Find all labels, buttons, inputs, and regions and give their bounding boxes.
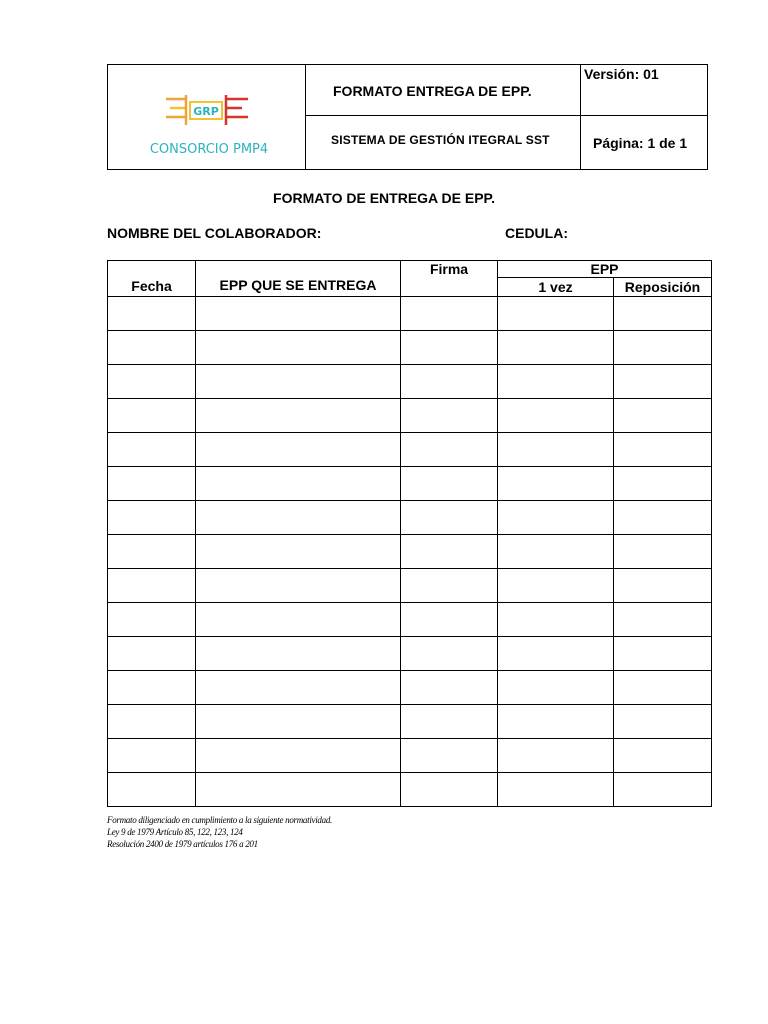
header-divider (580, 65, 581, 169)
cell-reposicion[interactable] (614, 297, 712, 331)
cell-epp-entrega[interactable] (196, 365, 401, 399)
cell-una-vez[interactable] (498, 773, 614, 807)
cell-firma[interactable] (401, 365, 498, 399)
column-header-reposicion: Reposición (614, 278, 712, 297)
column-header-epp-entrega: EPP QUE SE ENTREGA (196, 261, 401, 297)
cell-reposicion[interactable] (614, 433, 712, 467)
cell-una-vez[interactable] (498, 671, 614, 705)
cell-una-vez[interactable] (498, 331, 614, 365)
legal-notes (107, 814, 332, 850)
legal-note-line: Resolución 2400 de 1979 artículos 176 a 201 (107, 839, 258, 849)
cell-reposicion[interactable] (614, 331, 712, 365)
cell-reposicion[interactable] (614, 501, 712, 535)
cell-epp-entrega[interactable] (196, 501, 401, 535)
table-row (108, 569, 712, 603)
table-row (108, 399, 712, 433)
column-group-epp: EPP (498, 261, 712, 278)
cell-firma[interactable] (401, 671, 498, 705)
table-row (108, 739, 712, 773)
cell-fecha[interactable] (108, 399, 196, 433)
cell-una-vez[interactable] (498, 433, 614, 467)
cell-fecha[interactable] (108, 603, 196, 637)
company-logo (108, 65, 305, 169)
cell-fecha[interactable] (108, 467, 196, 501)
table-row (108, 467, 712, 501)
cell-fecha[interactable] (108, 535, 196, 569)
cell-fecha[interactable] (108, 637, 196, 671)
version-label: Versión: 01 (584, 66, 659, 82)
document-header (107, 64, 708, 170)
cell-una-vez[interactable] (498, 399, 614, 433)
cell-epp-entrega[interactable] (196, 569, 401, 603)
column-header-una-vez: 1 vez (498, 278, 614, 297)
cell-firma[interactable] (401, 433, 498, 467)
table-row (108, 433, 712, 467)
cell-fecha[interactable] (108, 297, 196, 331)
cell-epp-entrega[interactable] (196, 433, 401, 467)
cell-reposicion[interactable] (614, 739, 712, 773)
epp-delivery-table (107, 260, 712, 807)
cell-una-vez[interactable] (498, 637, 614, 671)
legal-note-line: Ley 9 de 1979 Artículo 85, 122, 123, 124 (107, 827, 243, 837)
table-row (108, 637, 712, 671)
cell-fecha[interactable] (108, 569, 196, 603)
cell-reposicion[interactable] (614, 467, 712, 501)
cell-reposicion[interactable] (614, 535, 712, 569)
cell-firma[interactable] (401, 331, 498, 365)
cell-reposicion[interactable] (614, 569, 712, 603)
cell-epp-entrega[interactable] (196, 399, 401, 433)
cell-una-vez[interactable] (498, 467, 614, 501)
cell-epp-entrega[interactable] (196, 705, 401, 739)
table-row (108, 535, 712, 569)
cell-fecha[interactable] (108, 773, 196, 807)
cell-epp-entrega[interactable] (196, 603, 401, 637)
cedula-label: CEDULA: (505, 225, 568, 241)
header-divider (305, 65, 306, 169)
cell-firma[interactable] (401, 399, 498, 433)
table-body (108, 297, 712, 807)
document-title: FORMATO DE ENTREGA DE EPP. (273, 190, 495, 206)
cell-firma[interactable] (401, 297, 498, 331)
cell-una-vez[interactable] (498, 569, 614, 603)
cell-firma[interactable] (401, 535, 498, 569)
table-row (108, 331, 712, 365)
table-row (108, 297, 712, 331)
svg-text:CONSORCIO PMP4: CONSORCIO PMP4 (149, 142, 269, 157)
cell-epp-entrega[interactable] (196, 331, 401, 365)
cell-fecha[interactable] (108, 739, 196, 773)
cell-epp-entrega[interactable] (196, 297, 401, 331)
cell-firma[interactable] (401, 739, 498, 773)
cell-firma[interactable] (401, 705, 498, 739)
cell-una-vez[interactable] (498, 603, 614, 637)
cell-reposicion[interactable] (614, 399, 712, 433)
cell-firma[interactable] (401, 637, 498, 671)
cell-reposicion[interactable] (614, 365, 712, 399)
format-title: FORMATO ENTREGA DE EPP. (333, 83, 532, 99)
table-row (108, 603, 712, 637)
cell-epp-entrega[interactable] (196, 467, 401, 501)
cell-epp-entrega[interactable] (196, 637, 401, 671)
cell-fecha[interactable] (108, 671, 196, 705)
cell-una-vez[interactable] (498, 535, 614, 569)
cell-firma[interactable] (401, 467, 498, 501)
cell-reposicion[interactable] (614, 637, 712, 671)
cell-fecha[interactable] (108, 433, 196, 467)
table-row (108, 671, 712, 705)
table-row (108, 773, 712, 807)
column-header-fecha: Fecha (108, 261, 196, 297)
table-row (108, 501, 712, 535)
table-row (108, 705, 712, 739)
column-header-firma: Firma (401, 261, 498, 297)
cell-fecha[interactable] (108, 331, 196, 365)
cell-una-vez[interactable] (498, 501, 614, 535)
grp-logo-icon (108, 65, 305, 169)
svg-text:GRP: GRP (193, 105, 219, 118)
cell-reposicion[interactable] (614, 603, 712, 637)
cell-fecha[interactable] (108, 365, 196, 399)
cell-epp-entrega[interactable] (196, 773, 401, 807)
cell-una-vez[interactable] (498, 739, 614, 773)
legal-note-line: Formato diligenciado en cumplimiento a la siguiente normatividad. (107, 815, 332, 825)
page-number: Página: 1 de 1 (593, 135, 688, 151)
cell-reposicion[interactable] (614, 671, 712, 705)
cell-una-vez[interactable] (498, 365, 614, 399)
cell-epp-entrega[interactable] (196, 739, 401, 773)
cell-una-vez[interactable] (498, 705, 614, 739)
cell-fecha[interactable] (108, 705, 196, 739)
cell-reposicion[interactable] (614, 773, 712, 807)
cell-reposicion[interactable] (614, 705, 712, 739)
cell-firma[interactable] (401, 501, 498, 535)
table-row (108, 365, 712, 399)
header-divider (305, 115, 707, 116)
cell-epp-entrega[interactable] (196, 535, 401, 569)
cell-fecha[interactable] (108, 501, 196, 535)
system-name: SISTEMA DE GESTIÓN ITEGRAL SST (331, 133, 550, 147)
collaborator-name-label: NOMBRE DEL COLABORADOR: (107, 225, 322, 241)
cell-firma[interactable] (401, 773, 498, 807)
cell-firma[interactable] (401, 569, 498, 603)
cell-firma[interactable] (401, 603, 498, 637)
cell-epp-entrega[interactable] (196, 671, 401, 705)
cell-una-vez[interactable] (498, 297, 614, 331)
